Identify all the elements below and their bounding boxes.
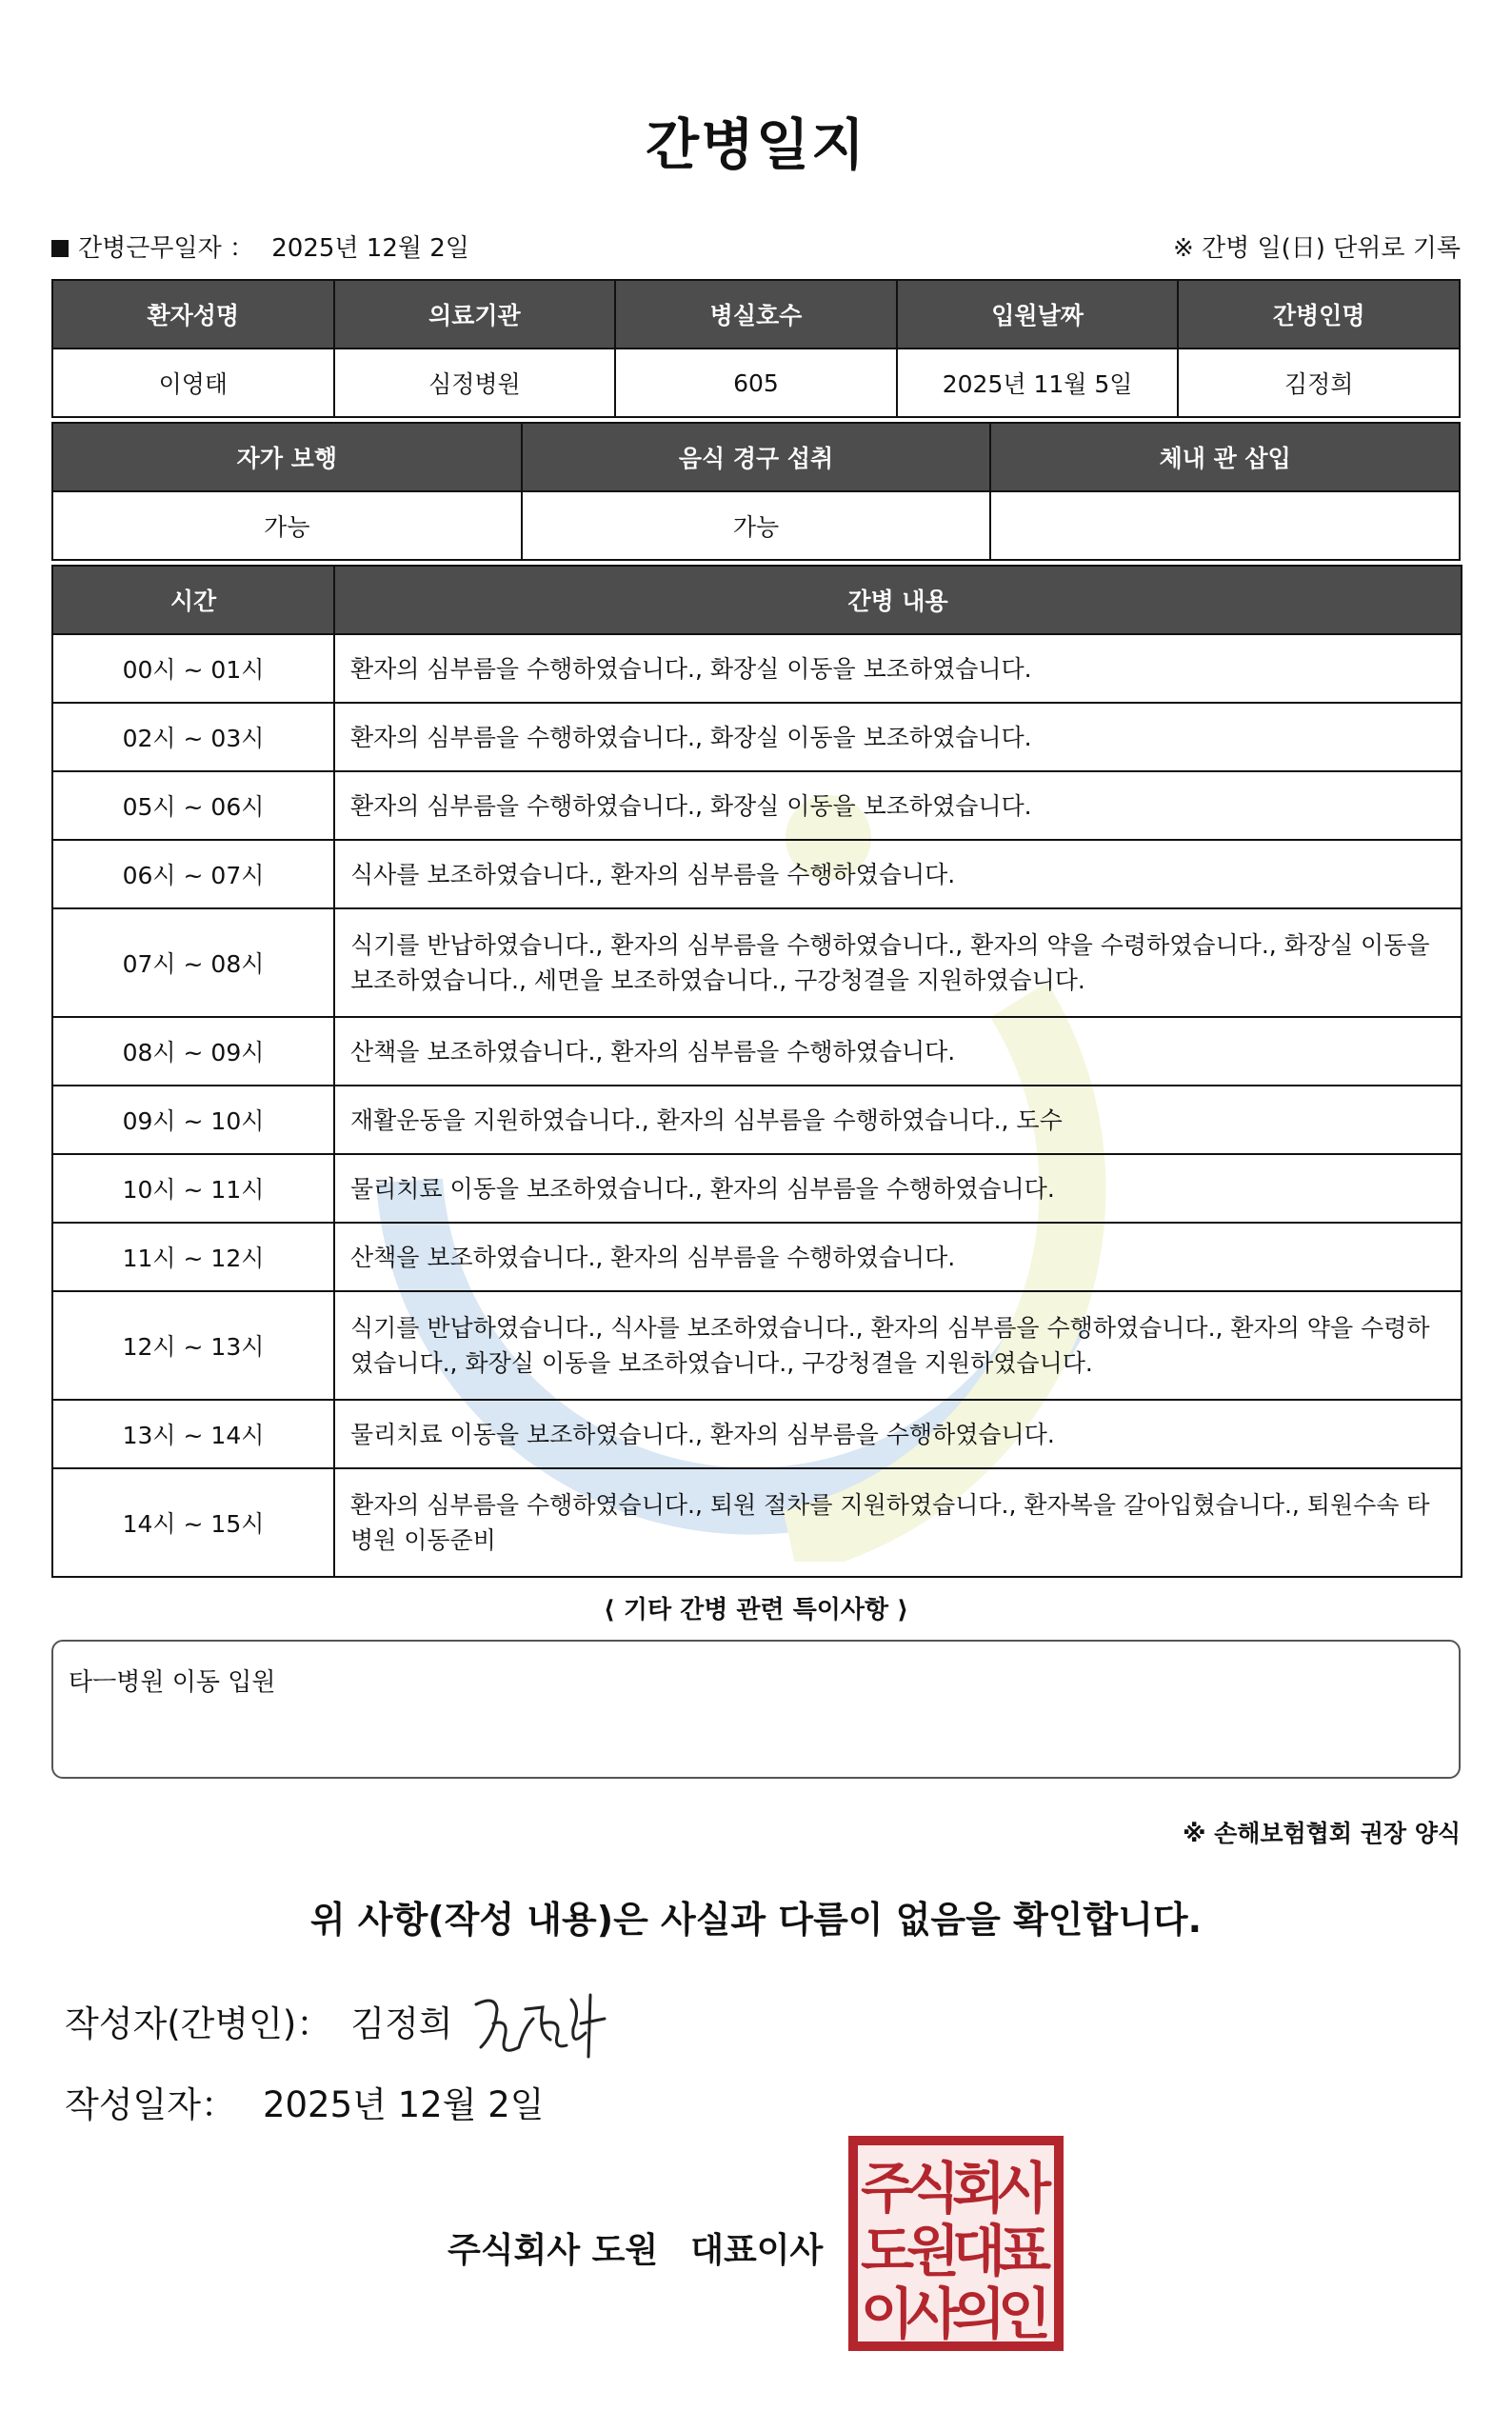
log-content: 물리치료 이동을 보조하였습니다., 환자의 심부름을 수행하였습니다. (334, 1400, 1462, 1468)
special-notes-title: ⟨ 기타 간병 관련 특이사항 ⟩ (603, 1596, 909, 1624)
log-time: 06시 ~ 07시 (52, 840, 334, 908)
header-hospital: 의료기관 (334, 280, 616, 349)
svg-text:의: 의 (951, 2281, 1006, 2346)
patient-name: 이영태 (52, 349, 334, 417)
writer-line (65, 1995, 453, 2046)
header-room-number: 병실호수 (615, 280, 897, 349)
work-date-value: 2025년 12월 2일 (271, 234, 469, 263)
special-notes-box (51, 1640, 1461, 1779)
svg-text:원: 원 (905, 2219, 961, 2283)
log-content: 환자의 심부름을 수행하였습니다., 화장실 이동을 보조하였습니다. (334, 771, 1462, 840)
work-date-label: 간병근무일자 ： (78, 234, 254, 263)
log-content: 산책을 보조하였습니다., 환자의 심부름을 수행하였습니다. (334, 1017, 1462, 1086)
table-row (52, 634, 1462, 703)
handwritten-signature (467, 1981, 638, 2066)
company-line (448, 2223, 823, 2272)
svg-text:대: 대 (951, 2219, 1006, 2283)
table-row (52, 1291, 1462, 1400)
svg-text:표: 표 (997, 2219, 1052, 2283)
table-row (52, 1154, 1462, 1223)
patient-status-table (51, 422, 1461, 561)
log-time: 09시 ~ 10시 (52, 1086, 334, 1154)
table-row (52, 1223, 1462, 1291)
header-tube-insertion: 체내 관 삽입 (990, 423, 1460, 491)
log-time: 11시 ~ 12시 (52, 1223, 334, 1291)
log-time: 14시 ~ 15시 (52, 1468, 334, 1577)
log-time: 00시 ~ 01시 (52, 634, 334, 703)
log-content: 환자의 심부름을 수행하였습니다., 화장실 이동을 보조하였습니다. (334, 703, 1462, 771)
confirmation-statement: 위 사항(작성 내용)은 사실과 다름이 없음을 확인합니다. (309, 1899, 1203, 1941)
svg-text:사: 사 (997, 2156, 1052, 2221)
log-content: 환자의 심부름을 수행하였습니다., 퇴원 절차를 지원하였습니다., 환자복을 갈아입혔습니다., 퇴원수속 타병원 이동준비 (334, 1468, 1462, 1577)
table-row (52, 840, 1462, 908)
log-time: 13시 ~ 14시 (52, 1400, 334, 1468)
work-date-line (51, 229, 469, 264)
table-row (52, 1400, 1462, 1468)
log-content: 식사를 보조하였습니다., 환자의 심부름을 수행하였습니다. (334, 840, 1462, 908)
svg-text:이: 이 (860, 2281, 915, 2346)
header-time: 시간 (52, 566, 334, 634)
patient-info-table (51, 279, 1461, 418)
write-date-line (65, 2076, 545, 2127)
company-seal-stamp (847, 2135, 1064, 2352)
association-note: ※ 손해보험협회 권장 양식 (1183, 1820, 1461, 1847)
square-bullet-icon (51, 240, 69, 257)
write-date-label: 작성일자： (65, 2084, 236, 2125)
caregiver-name: 김정희 (1178, 349, 1460, 417)
company-name: 주식회사 도원 (448, 2231, 659, 2270)
table-row (52, 703, 1462, 771)
header-admission-date: 입원날짜 (897, 280, 1179, 349)
svg-text:회: 회 (951, 2156, 1006, 2221)
table-row (52, 1017, 1462, 1086)
log-time: 12시 ~ 13시 (52, 1291, 334, 1400)
header-patient-name: 환자성명 (52, 280, 334, 349)
log-time: 10시 ~ 11시 (52, 1154, 334, 1223)
svg-text:도: 도 (860, 2219, 915, 2283)
tube-insertion-value (990, 491, 1460, 560)
special-notes-content: 타ㅡ병원 이동 입원 (69, 1668, 276, 1697)
hospital-name: 심정병원 (334, 349, 616, 417)
daily-record-note: ※ 간병 일(日) 단위로 기록 (1172, 234, 1461, 263)
table-row (52, 908, 1462, 1017)
oral-intake-value: 가능 (522, 491, 991, 560)
table-row (52, 1086, 1462, 1154)
svg-text:사: 사 (905, 2281, 961, 2346)
document-title: 간병일지 (645, 112, 867, 177)
svg-text:주: 주 (860, 2156, 915, 2221)
log-time: 05시 ~ 06시 (52, 771, 334, 840)
self-walking-value: 가능 (52, 491, 522, 560)
log-content: 식기를 반납하였습니다., 환자의 심부름을 수행하였습니다., 환자의 약을 수령하였습니다., 화장실 이동을 보조하였습니다., 세면을 보조하였습니다., 구강청결을 지원하였습니다. (334, 908, 1462, 1017)
log-content: 물리치료 이동을 보조하였습니다., 환자의 심부름을 수행하였습니다. (334, 1154, 1462, 1223)
room-number: 605 (615, 349, 897, 417)
writer-label: 작성자(간병인)： (65, 2003, 332, 2044)
log-time: 02시 ~ 03시 (52, 703, 334, 771)
header-oral-intake: 음식 경구 섭취 (522, 423, 991, 491)
table-row (52, 771, 1462, 840)
table-row (52, 1468, 1462, 1577)
svg-text:식: 식 (905, 2156, 961, 2221)
log-content: 환자의 심부름을 수행하였습니다., 화장실 이동을 보조하였습니다. (334, 634, 1462, 703)
log-time: 08시 ~ 09시 (52, 1017, 334, 1086)
writer-name: 김정희 (350, 2003, 453, 2044)
svg-text:인: 인 (997, 2281, 1052, 2346)
log-time: 07시 ~ 08시 (52, 908, 334, 1017)
header-care-content: 간병 내용 (334, 566, 1462, 634)
header-caregiver-name: 간병인명 (1178, 280, 1460, 349)
log-content: 산책을 보조하였습니다., 환자의 심부름을 수행하였습니다. (334, 1223, 1462, 1291)
write-date-value: 2025년 12월 2일 (262, 2084, 545, 2125)
log-content: 재활운동을 지원하였습니다., 환자의 심부름을 수행하였습니다., 도수 (334, 1086, 1462, 1154)
care-log-table (51, 565, 1462, 1578)
representative-title: 대표이사 (690, 2231, 824, 2270)
log-content: 식기를 반납하였습니다., 식사를 보조하였습니다., 환자의 심부름을 수행하였습니다., 환자의 약을 수령하였습니다., 화장실 이동을 보조하였습니다., 구강청결을 지원하였습니다. (334, 1291, 1462, 1400)
admission-date: 2025년 11월 5일 (897, 349, 1179, 417)
header-self-walking: 자가 보행 (52, 423, 522, 491)
